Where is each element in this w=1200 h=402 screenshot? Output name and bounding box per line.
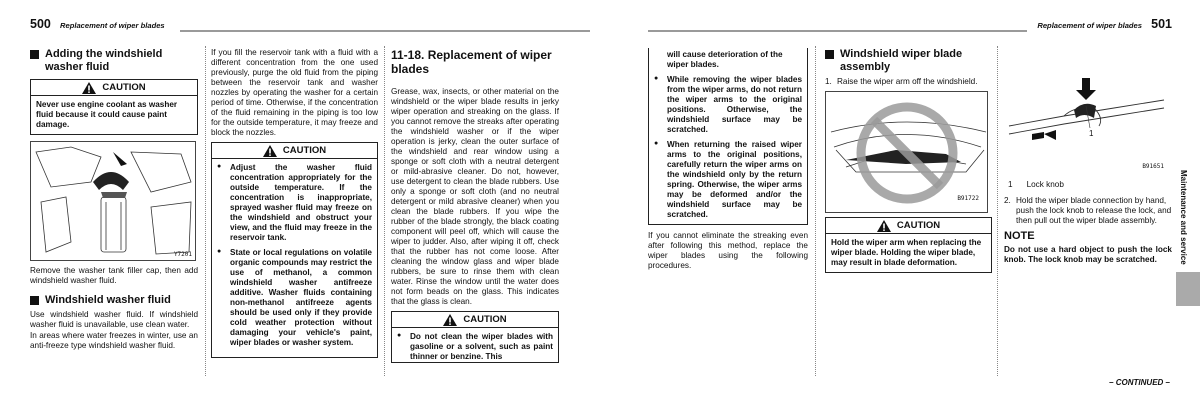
column-divider: [205, 46, 206, 376]
right-col-2: [825, 48, 992, 279]
warning-triangle-icon: [263, 145, 277, 157]
left-header: [30, 17, 590, 34]
caution-list-item: ● When returning the raised wiper arms to the original positions, carefully return the wiper arms on the windshield only by the return spring. Otherwise, the wiper arms may be deformed and/or the windshield surface may be scratched.: [654, 140, 802, 220]
left-header-title: Replacement of wiper blades: [60, 21, 165, 30]
washer-fluid-text-2: In areas where water freezes in winter, use an anti-freeze type windshield washer fluid.: [30, 330, 198, 350]
streaking-text: If you cannot eliminate the streaking even after following this method, replace the wiper blades using the following procedures.: [648, 231, 808, 270]
right-header-rule: [648, 30, 1027, 32]
figure-code: Y7201: [173, 250, 192, 258]
left-col-1: [30, 48, 198, 354]
step-2: 2. Hold the wiper blade connection by hand, push the lock knob to release the lock, and then pull out the wiper blade assembly.: [1004, 196, 1172, 225]
callout-number: 1: [1089, 129, 1094, 138]
cleaning-instructions-text: Grease, wax, insects, or other material on the windshield or the wiper blade results in jerky wiper operation and streaking on the glass. If you cannot remove the streaks after operating the windshield washer or if the wiper operation is jerky, clean the outer surface of the windshield and rear window using a sponge or soft cloth with a neutral detergent or mild-abrasive cleaner. Do not, however, use detergent to clean the blade rubbers. Use only a sponge or soft cloth (and no neutral detergent or mild abrasive cleaner) when you clean the blade rubbers. If you wipe the rubber of the blade strongly, the black coating component will peel off, which will cause the wiper to judder. Also, after wiping it off, check that the rubber has not come loose. After cleaning the window glass and wiper blade rubbers, be sure to rinse them with clean water. Rinse the window until the water does not form beads on the glass. This indicates that the glass is clean.: [391, 86, 559, 306]
washer-tank-illustration-icon: [31, 142, 196, 261]
caution-text: Hold the wiper arm when replacing the wiper blade. Holding the wiper blade, may result in blade deformation.: [831, 238, 982, 268]
left-page-number: 500: [30, 17, 51, 31]
caution-box-coolant: [30, 79, 198, 135]
warning-triangle-icon: [877, 220, 891, 232]
caution-text: Never use engine coolant as washer fluid because it could cause paint damage.: [36, 100, 178, 130]
right-page: [600, 0, 1200, 402]
section-title-washer-fluid: Windshield washer fluid: [30, 294, 198, 307]
caution-box-hold-arm: [825, 217, 992, 273]
caution-title: CAUTION: [212, 143, 377, 159]
caution-box-continued: [648, 48, 808, 225]
side-tab-marker: [1176, 272, 1200, 306]
column-divider: [997, 46, 998, 376]
right-col-3: [1004, 48, 1172, 268]
steps-list: [1004, 196, 1172, 226]
prohibited-wiper-figure: [825, 91, 988, 213]
continued-label: – CONTINUED –: [1109, 378, 1170, 388]
left-header-rule: [180, 30, 590, 32]
warning-triangle-icon: [443, 314, 457, 326]
legend-number: 1: [1008, 180, 1013, 189]
section-square-icon: [30, 296, 39, 305]
washer-fluid-text-1: Use windshield washer fluid. If windshield washer fluid is unavailable, use clean water.: [30, 309, 198, 329]
caution-list-item: ● While removing the wiper blades from the wiper arms, do not return the wiper arms to the original positions. Otherwise, the windshield surface may be scratched.: [654, 75, 802, 135]
side-tab-label: Maintenance and service: [1178, 170, 1188, 265]
lock-knob-figure: [1004, 48, 1170, 174]
purge-fluid-text: If you fill the reservoir tank with a fluid with a different concentration from the one used previously, purge the old fluid from the piping between the reservoir tank and washer nozzles by operating the washer for a certain period of time. Otherwise, if the concentration of the fluid remaining in the piping is too low for the outside temperature, it may freeze and block the nozzles.: [211, 48, 378, 137]
section-title-wiper-blade-assembly: Windshield wiper blade assembly: [825, 48, 992, 73]
right-header: [648, 17, 1172, 34]
caution-list-item: ● Adjust the washer fluid concentration appropriately for the outside temperature. If the concentration is inappropriate, sprayed washer fluid may freeze on the windshield and obstruct your view, and the fluid may freeze in the reservoir tank.: [217, 163, 372, 243]
chapter-title: 11-18. Replacement of wiper blades: [391, 48, 552, 77]
warning-triangle-icon: [82, 82, 96, 94]
section-square-icon: [825, 50, 834, 59]
legend-text: Lock knob: [1026, 180, 1064, 189]
caution-list: [654, 75, 802, 220]
caution-title: CAUTION: [31, 80, 197, 96]
remove-cap-text: Remove the washer tank filler cap, then add windshield washer fluid.: [30, 266, 198, 286]
steps-list: [825, 77, 992, 87]
caution-list: [397, 332, 553, 362]
lock-knob-illustration-icon: [1004, 48, 1170, 174]
caution-list-item: ● Do not clean the wiper blades with gasoline or a solvent, such as paint thinner or benzine. This: [397, 332, 553, 362]
caution-box-concentration: [211, 142, 378, 358]
right-col-1: [648, 48, 808, 274]
right-header-title: Replacement of wiper blades: [1037, 21, 1142, 30]
figure-code: B91651: [1142, 162, 1164, 170]
left-col-2: [211, 48, 378, 364]
left-col-3: [391, 48, 559, 369]
figure-legend: [1004, 180, 1172, 190]
caution-list-item: ● State or local regulations on volatile organic compounds may restrict the use of methanol, a common windshield washer antifreeze additive. Washer fluids containing non-methanol antifreeze agents should be used only if they provide cold weather protection without damaging your vehicle's paint, wiper blades or washer system.: [217, 248, 372, 348]
section-title-adding-washer-fluid: Adding the windshield washer fluid: [30, 48, 198, 73]
note-title: NOTE: [1004, 230, 1035, 242]
caution-list: [217, 163, 372, 348]
step-1: 1. Raise the wiper arm off the windshield.: [825, 77, 978, 87]
column-divider: [384, 46, 385, 376]
caution-title: CAUTION: [392, 312, 558, 328]
figure-code: B91722: [957, 194, 979, 202]
caution-continued-text: will cause deterioration of the wiper blades.: [667, 50, 783, 69]
caution-box-solvent: [391, 311, 559, 363]
caution-title: CAUTION: [826, 218, 991, 234]
note-text: Do not use a hard object to push the lock knob. The lock knob may be scratched.: [1004, 245, 1172, 265]
section-square-icon: [30, 50, 39, 59]
column-divider: [815, 46, 816, 376]
washer-tank-figure: [30, 141, 196, 261]
right-page-number: 501: [1151, 17, 1172, 31]
